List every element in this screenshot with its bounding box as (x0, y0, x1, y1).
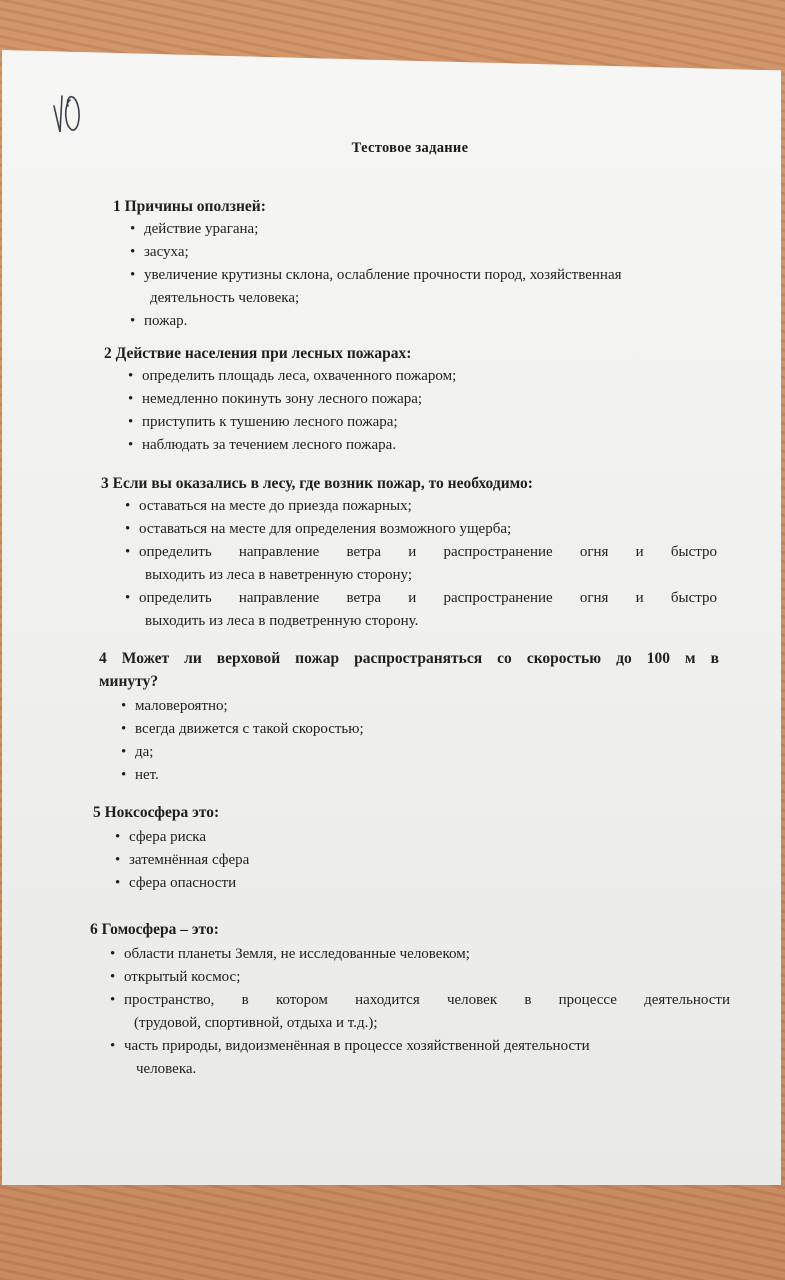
answer-option: • области планеты Земля, не исследованные человеком; (110, 943, 730, 966)
answer-option: • оставаться на месте для определения возможного ущерба; (125, 518, 717, 541)
question-title: 5 Ноксосфера это: (93, 804, 220, 821)
answer-option: • сфера опасности (115, 872, 713, 895)
answer-option: • открытый космос; (110, 966, 730, 989)
answer-option: • всегда движется с такой скоростью; (121, 718, 719, 741)
question-title: 1 Причины оползней: (113, 198, 266, 215)
question-title: 2 Действие населения при лесных пожарах: (104, 345, 412, 362)
answer-option: • определить направление ветра и распространение огня и быстро выходить из леса в подветренную сторону. (125, 587, 717, 633)
answer-option: • увеличение крутизны склона, ослабление прочности пород, хозяйственная деятельность человека; (130, 264, 711, 310)
question-title: 4 Может ли верховой пожар распространяться со скоростью до 100 м в (99, 650, 719, 667)
answer-option: • маловероятно; (121, 695, 719, 718)
answer-option: • действие урагана; (130, 218, 711, 241)
answer-option: • приступить к тушению лесного пожара; (128, 411, 714, 434)
answer-option: • сфера риска (115, 826, 713, 849)
question-6 (90, 918, 730, 1081)
answer-option: • наблюдать за течением лесного пожара. (128, 434, 714, 457)
answer-option: • затемнённая сфера (115, 849, 713, 872)
answer-option: • оставаться на месте до приезда пожарных; (125, 495, 717, 518)
question-1 (113, 195, 711, 333)
question-3 (101, 472, 717, 633)
question-2 (104, 342, 714, 457)
document-title: Тестовое задание (351, 140, 469, 156)
question-4 (99, 647, 719, 787)
answer-option: • определить направление ветра и распространение огня и быстро выходить из леса в наветренную сторону; (125, 541, 717, 587)
question-title: 3 Если вы оказались в лесу, где возник пожар, то необходимо: (101, 475, 533, 492)
answer-option: • немедленно покинуть зону лесного пожара; (128, 388, 714, 411)
answer-option: • да; (121, 741, 719, 764)
question-title-continued: минуту? (99, 673, 159, 690)
answer-option: • определить площадь леса, охваченного пожаром; (128, 365, 714, 388)
question-title: 6 Гомосфера – это: (90, 921, 219, 938)
handwritten-mark (48, 86, 88, 138)
answer-option: • нет. (121, 764, 719, 787)
answer-option: • часть природы, видоизменённая в процессе хозяйственной деятельности человека. (110, 1035, 730, 1081)
answer-option: • засуха; (130, 241, 711, 264)
answer-option: • пространство, в котором находится человек в процессе деятельности (трудовой, спортивной, отдыха и т.д.); (110, 989, 730, 1035)
question-5 (93, 801, 713, 895)
answer-option: • пожар. (130, 310, 711, 333)
